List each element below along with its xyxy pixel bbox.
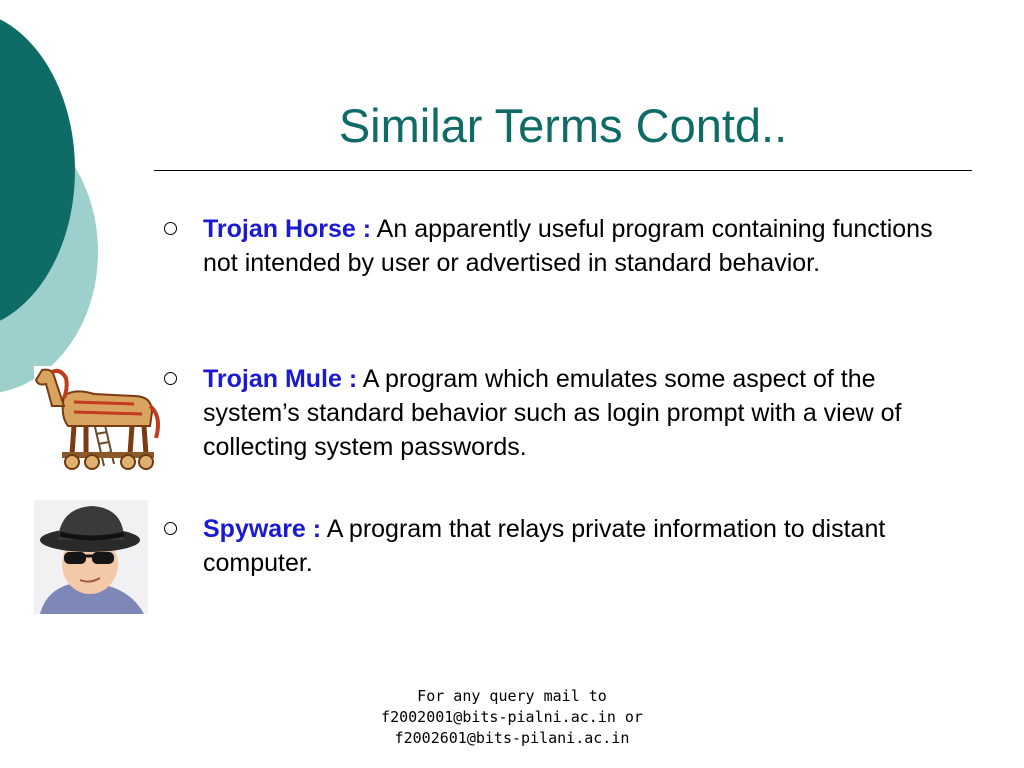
spy-icon <box>34 500 148 614</box>
slide-title: Similar Terms Contd.. <box>338 99 788 152</box>
term-definition: A program that relays private information to distant computer. <box>203 515 886 577</box>
bullet-trojan-horse <box>203 212 963 280</box>
footer-email: f2002001@bits-pialni.ac.in or <box>381 708 643 726</box>
term-label: Trojan Mule : <box>203 365 358 393</box>
bullet-marker <box>164 372 177 385</box>
decorative-circles <box>0 0 110 400</box>
bullet-marker <box>164 222 177 235</box>
title-divider <box>154 170 972 171</box>
term-definition: A program which emulates some aspect of the system’s standard behavior such as login prompt with a view of collecting system passwords. <box>203 365 902 461</box>
bullet-spyware <box>203 512 963 580</box>
term-definition: An apparently useful program containing functions not intended by user or advertised in standard behavior. <box>203 215 933 277</box>
term-label: Trojan Horse : <box>203 215 372 243</box>
footer-email: f2002601@bits-pilani.ac.in <box>394 729 630 747</box>
bullet-trojan-mule <box>203 362 963 464</box>
trojan-horse-icon <box>34 366 164 470</box>
footer-line: For any query mail to <box>417 687 607 705</box>
term-label: Spyware : <box>203 515 322 543</box>
bullet-marker <box>164 522 177 535</box>
contact-footer <box>362 686 662 749</box>
